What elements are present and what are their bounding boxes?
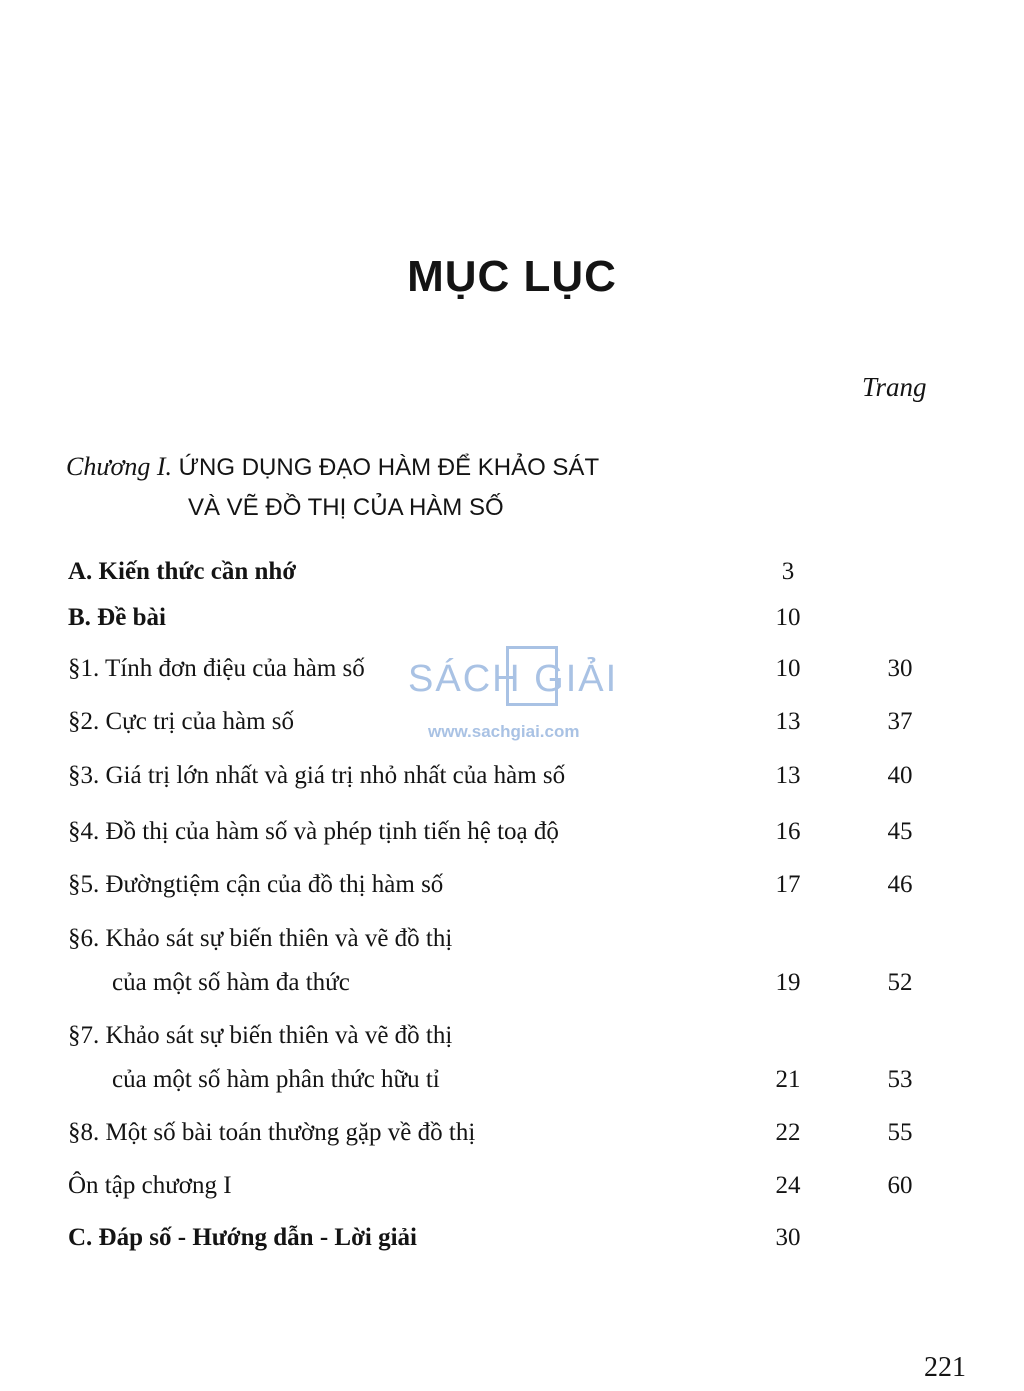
- watermark: [408, 644, 618, 744]
- page-number: 221: [924, 1352, 966, 1383]
- toc-entry-answer-page: 60: [887, 1172, 913, 1199]
- toc-entry-answer-page: 30: [887, 655, 913, 682]
- toc-entry-answer-page: 40: [887, 762, 913, 789]
- toc-entry-page: 13: [775, 762, 801, 789]
- toc-entry-page: 10: [775, 655, 801, 682]
- toc-entry-page: 10: [775, 604, 801, 631]
- toc-entry-page: 13: [775, 708, 801, 735]
- toc-entry-page: 16: [775, 818, 801, 845]
- toc-entry-section-6-cont[interactable]: [0, 969, 1024, 1003]
- toc-entry-page: 21: [775, 1066, 801, 1093]
- toc-entry-answer-page: 45: [887, 818, 913, 845]
- toc-entry-title: A. Kiến thức cần nhớ: [68, 558, 297, 585]
- toc-entry-page: 19: [775, 969, 801, 996]
- watermark-url: www.sachgiai.com: [428, 722, 580, 741]
- toc-entry-title: §6. Khảo sát sự biến thiên và vẽ đồ thị: [68, 925, 453, 952]
- toc-entry-section-7[interactable]: [0, 1022, 1024, 1056]
- toc-entry-answer-page: 55: [887, 1119, 913, 1146]
- toc-entry-de-bai[interactable]: [0, 604, 1024, 638]
- toc-entry-title: §5. Đườngtiệm cận của đồ thị hàm số: [68, 871, 444, 898]
- toc-entry-section-4[interactable]: [0, 818, 1024, 852]
- toc-entry-dap-so[interactable]: [0, 1224, 1024, 1258]
- chapter-title-line1: ỨNG DỤNG ĐẠO HÀM ĐỂ KHẢO SÁT: [178, 454, 600, 481]
- toc-entry-title: B. Đề bài: [68, 604, 166, 631]
- toc-entry-title: §4. Đồ thị của hàm số và phép tịnh tiến hệ toạ độ: [68, 818, 559, 845]
- toc-entry-section-5[interactable]: [0, 871, 1024, 905]
- toc-entry-title: §3. Giá trị lớn nhất và giá trị nhỏ nhất của hàm số: [68, 762, 566, 789]
- toc-entry-page: 17: [775, 871, 801, 898]
- toc-entry-title-continued: của một số hàm phân thức hữu tỉ: [112, 1066, 440, 1093]
- toc-entry-kien-thuc[interactable]: [0, 558, 1024, 592]
- toc-entry-title: C. Đáp số - Hướng dẫn - Lời giải: [68, 1224, 417, 1251]
- toc-entry-title: §2. Cực trị của hàm số: [68, 708, 295, 735]
- toc-entry-title: §7. Khảo sát sự biến thiên và vẽ đồ thị: [68, 1022, 453, 1049]
- toc-entry-title: §1. Tính đơn điệu của hàm số: [68, 655, 365, 682]
- toc-entry-answer-page: 46: [887, 871, 913, 898]
- toc-entry-answer-page: 53: [887, 1066, 913, 1093]
- page-title: MỤC LỤC: [407, 252, 617, 301]
- toc-entry-title: Ôn tập chương I: [68, 1172, 232, 1199]
- toc-entry-answer-page: 52: [887, 969, 913, 996]
- toc-entry-section-8[interactable]: [0, 1119, 1024, 1153]
- chapter-title-line2: VÀ VẼ ĐỒ THỊ CỦA HÀM SỐ: [188, 494, 504, 521]
- toc-entry-answer-page: 37: [887, 708, 913, 735]
- toc-entry-page: 24: [775, 1172, 801, 1199]
- toc-entry-title-continued: của một số hàm đa thức: [112, 969, 350, 996]
- toc-entry-section-6[interactable]: [0, 925, 1024, 959]
- chapter-number: Chương I.: [66, 452, 173, 481]
- toc-entry-section-7-cont[interactable]: [0, 1066, 1024, 1100]
- toc-entry-page: 3: [781, 558, 795, 585]
- chapter-heading: [66, 452, 599, 482]
- toc-entry-section-3[interactable]: [0, 762, 1024, 796]
- toc-entry-title: §8. Một số bài toán thường gặp về đồ thị: [68, 1119, 476, 1146]
- toc-entry-page: 30: [775, 1224, 801, 1251]
- toc-entry-review[interactable]: [0, 1172, 1024, 1206]
- watermark-brand: SÁCH GIẢI: [408, 658, 619, 700]
- toc-entry-page: 22: [775, 1119, 801, 1146]
- page-column-header: Trang: [862, 372, 927, 402]
